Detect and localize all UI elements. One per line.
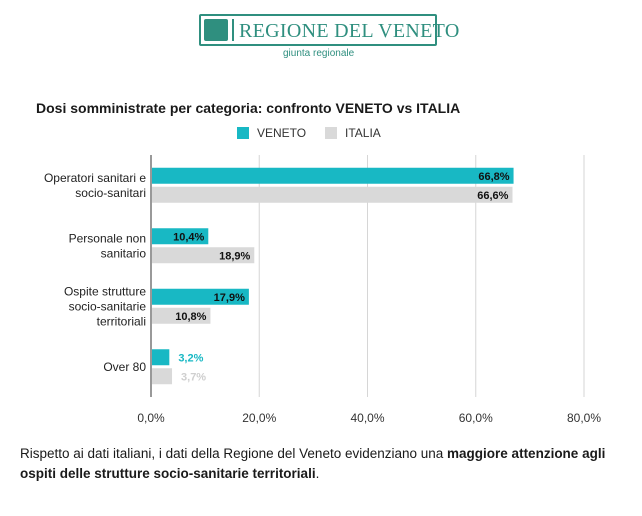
- data-label-veneto: 10,4%: [173, 231, 205, 244]
- x-tick-label: 40,0%: [350, 411, 385, 425]
- x-tick-label: 80,0%: [566, 411, 602, 425]
- category-label: territoriali: [96, 314, 146, 329]
- data-label-veneto: 3,2%: [178, 352, 204, 365]
- bar-italia: [152, 368, 172, 384]
- x-tick-label: 20,0%: [242, 411, 277, 425]
- data-label-italia: 66,6%: [477, 189, 509, 202]
- data-label-veneto: 17,9%: [213, 291, 245, 304]
- logo-text: REGIONE DEL VENETO: [239, 20, 460, 42]
- category-label: Over 80: [103, 359, 146, 374]
- category-label: Personale non: [68, 231, 146, 246]
- data-label-italia: 10,8%: [175, 310, 207, 323]
- data-label-veneto: 66,8%: [478, 170, 510, 183]
- data-label-italia: 3,7%: [181, 371, 207, 384]
- logo-subtitle: giunta regionale: [283, 48, 355, 59]
- category-label: socio-sanitarie: [68, 299, 146, 314]
- category-label: Operatori sanitari e: [43, 170, 146, 185]
- summary-text-highlight: maggiore attenzione agli ospiti delle strutture socio-sanitarie territoriali: [20, 446, 606, 481]
- summary-text-end: .: [315, 466, 320, 481]
- bar-veneto: [152, 349, 169, 365]
- x-tick-label: 0,0%: [137, 411, 165, 425]
- summary-text: [20, 444, 630, 484]
- category-label: Ospite strutture: [63, 284, 146, 299]
- category-label: socio-sanitari: [75, 185, 146, 200]
- data-label-italia: 18,9%: [219, 250, 251, 263]
- category-label: sanitario: [100, 246, 146, 261]
- bar-italia: [152, 187, 512, 203]
- legend-label-veneto: VENETO: [257, 126, 307, 140]
- bar-veneto: [152, 168, 514, 184]
- chart-title: Dosi somministrate per categoria: confronto VENETO vs ITALIA: [36, 100, 461, 116]
- x-tick-label: 60,0%: [458, 411, 493, 425]
- summary-text-start: Rispetto ai dati italiani, i dati della Regione del Veneto evidenziano una: [20, 446, 448, 461]
- legend-label-italia: ITALIA: [345, 126, 381, 140]
